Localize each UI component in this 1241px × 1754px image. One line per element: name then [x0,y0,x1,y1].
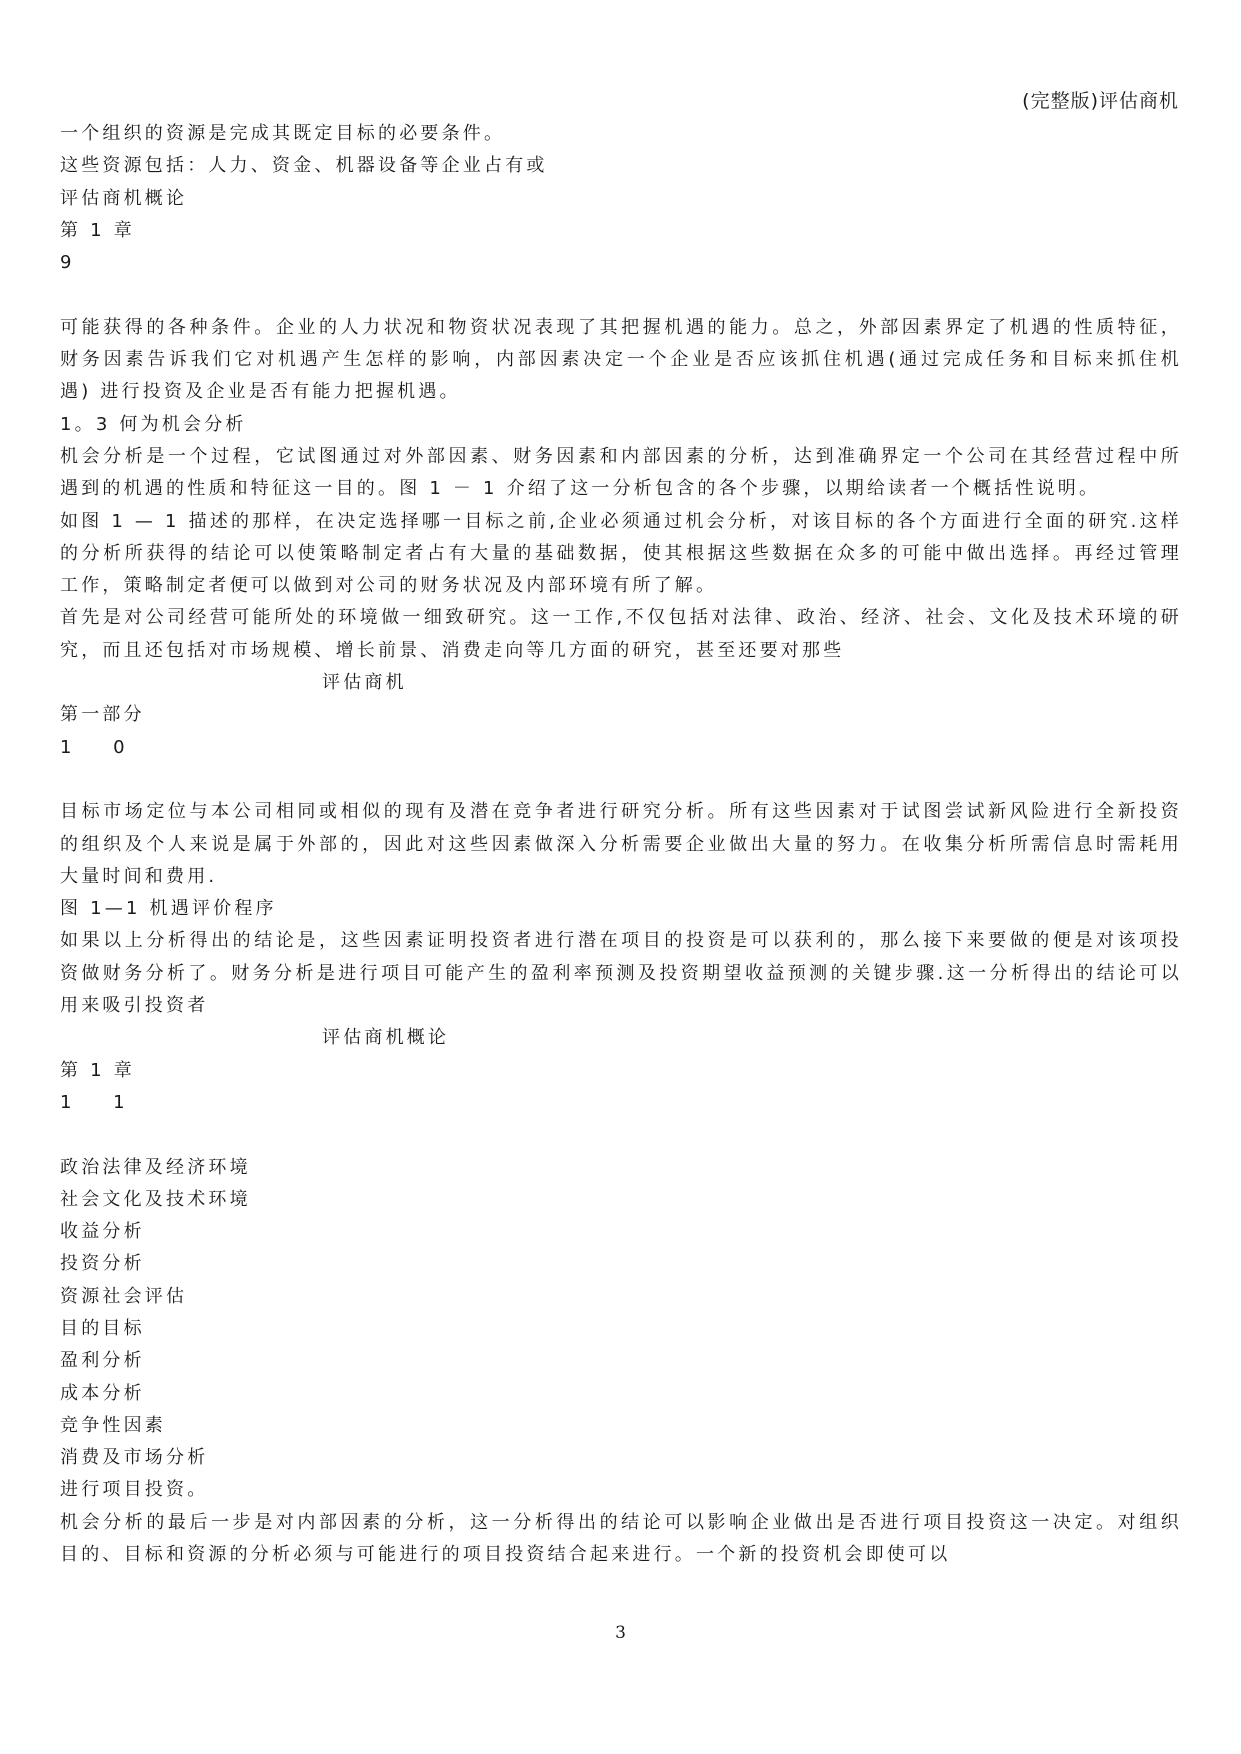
paragraph: 如果以上分析得出的结论是，这些因素证明投资者进行潜在项目的投资是可以获利的，那么接下来要做的便是对该项投资做财务分析了。财务分析是进行项目可能产生的盈利率预测及投资期望收益预测的关键步骤.这一分析得出的结论可以用来吸引投资者 [60,930,1182,1017]
subsection-heading: 1。3 何为机会分析 [60,413,247,435]
page-marker: 1 0 [60,736,143,758]
figure-list-item: 进行项目投资。 [60,1479,209,1501]
paragraph: 首先是对公司经营可能所处的环境做一细致研究。这一工作,不仅包括对法律、政治、经济、社会、文化及技术环境的研究，而且还包括对市场规模、增长前景、消费走向等几方面的研究，甚至还要对那些 [60,607,1182,661]
running-head: 评估商机 [322,672,407,694]
figure-list-item: 目的目标 [60,1317,145,1339]
paragraph: 机会分析是一个过程，它试图通过对外部因素、财务因素和内部因素的分析，达到准确界定一个公司在其经营过程中所遇到的机遇的性质和特征这一目的。图 1 － 1 介绍了这一分析包含的各个步骤，以期给读者一个概括性说明。 [60,445,1182,500]
paragraph: 如图 1 — 1 描述的那样，在决定选择哪一目标之前,企业必须通过机会分析，对该目标的各个方面进行全面的研究.这样的分析所获得的结论可以使策略制定者占有大量的基础数据，使其根据这些数据在众多的可能中做出选择。再经过管理工作，策略制定者便可以做到对公司的财务状况及内部环境有所了解。 [60,510,1182,597]
figure-list-item: 收益分析 [60,1221,145,1243]
paragraph: 可能获得的各种条件。企业的人力状况和物资状况表现了其把握机遇的能力。总之，外部因素界定了机遇的性质特征，财务因素告诉我们它对机遇产生怎样的影响，内部因素决定一个企业是否应该抓住机遇(通过完成任务和目标来抓住机遇) 进行投资及企业是否有能力把握机遇。 [60,316,1182,403]
spacer [60,764,1182,796]
chapter-label: 第 1 章 [60,219,135,241]
figure-list-item: 社会文化及技术环境 [60,1188,251,1210]
text-line: 一个组织的资源是完成其既定目标的必要条件。 [60,123,506,144]
running-header-title: (完整版)评估商机 [1022,90,1179,112]
figure-list-item: 竞争性因素 [60,1414,166,1436]
figure-list-item: 成本分析 [60,1382,145,1404]
page-marker: 9 [60,252,75,274]
figure-list-item: 消费及市场分析 [60,1447,209,1469]
section-title: 评估商机概论 [60,187,188,209]
chapter-label: 第 1 章 [60,1059,135,1081]
figure-caption: 图 1—1 机遇评价程序 [60,898,277,920]
paragraph: 机会分析的最后一步是对内部因素的分析，这一分析得出的结论可以影响企业做出是否进行项目投资这一决定。对组织目的、目标和资源的分析必须与可能进行的项目投资结合起来进行。一个新的投资机会即使可以 [60,1511,1182,1566]
figure-list-item: 资源社会评估 [60,1285,188,1307]
figure-list-item: 盈利分析 [60,1350,145,1372]
page-marker: 1 1 [60,1091,143,1113]
figure-list-item: 政治法律及经济环境 [60,1156,251,1178]
spacer [60,1119,1182,1151]
running-head: 评估商机概论 [322,1027,450,1049]
body-text [60,118,1182,1571]
spacer [60,279,1182,311]
text-line: 这些资源包括：人力、资金、机器设备等企业占有或 [60,155,548,177]
figure-list-item: 投资分析 [60,1253,145,1275]
page-number: 3 [615,1623,626,1643]
paragraph: 目标市场定位与本公司相同或相似的现有及潜在竞争者进行研究分析。所有这些因素对于试图尝试新风险进行全新投资的组织及个人来说是属于外部的，因此对这些因素做深入分析需要企业做出大量的努力。在收集分析所需信息时需耗用大量时间和费用. [60,801,1182,887]
part-label: 第一部分 [60,704,145,726]
